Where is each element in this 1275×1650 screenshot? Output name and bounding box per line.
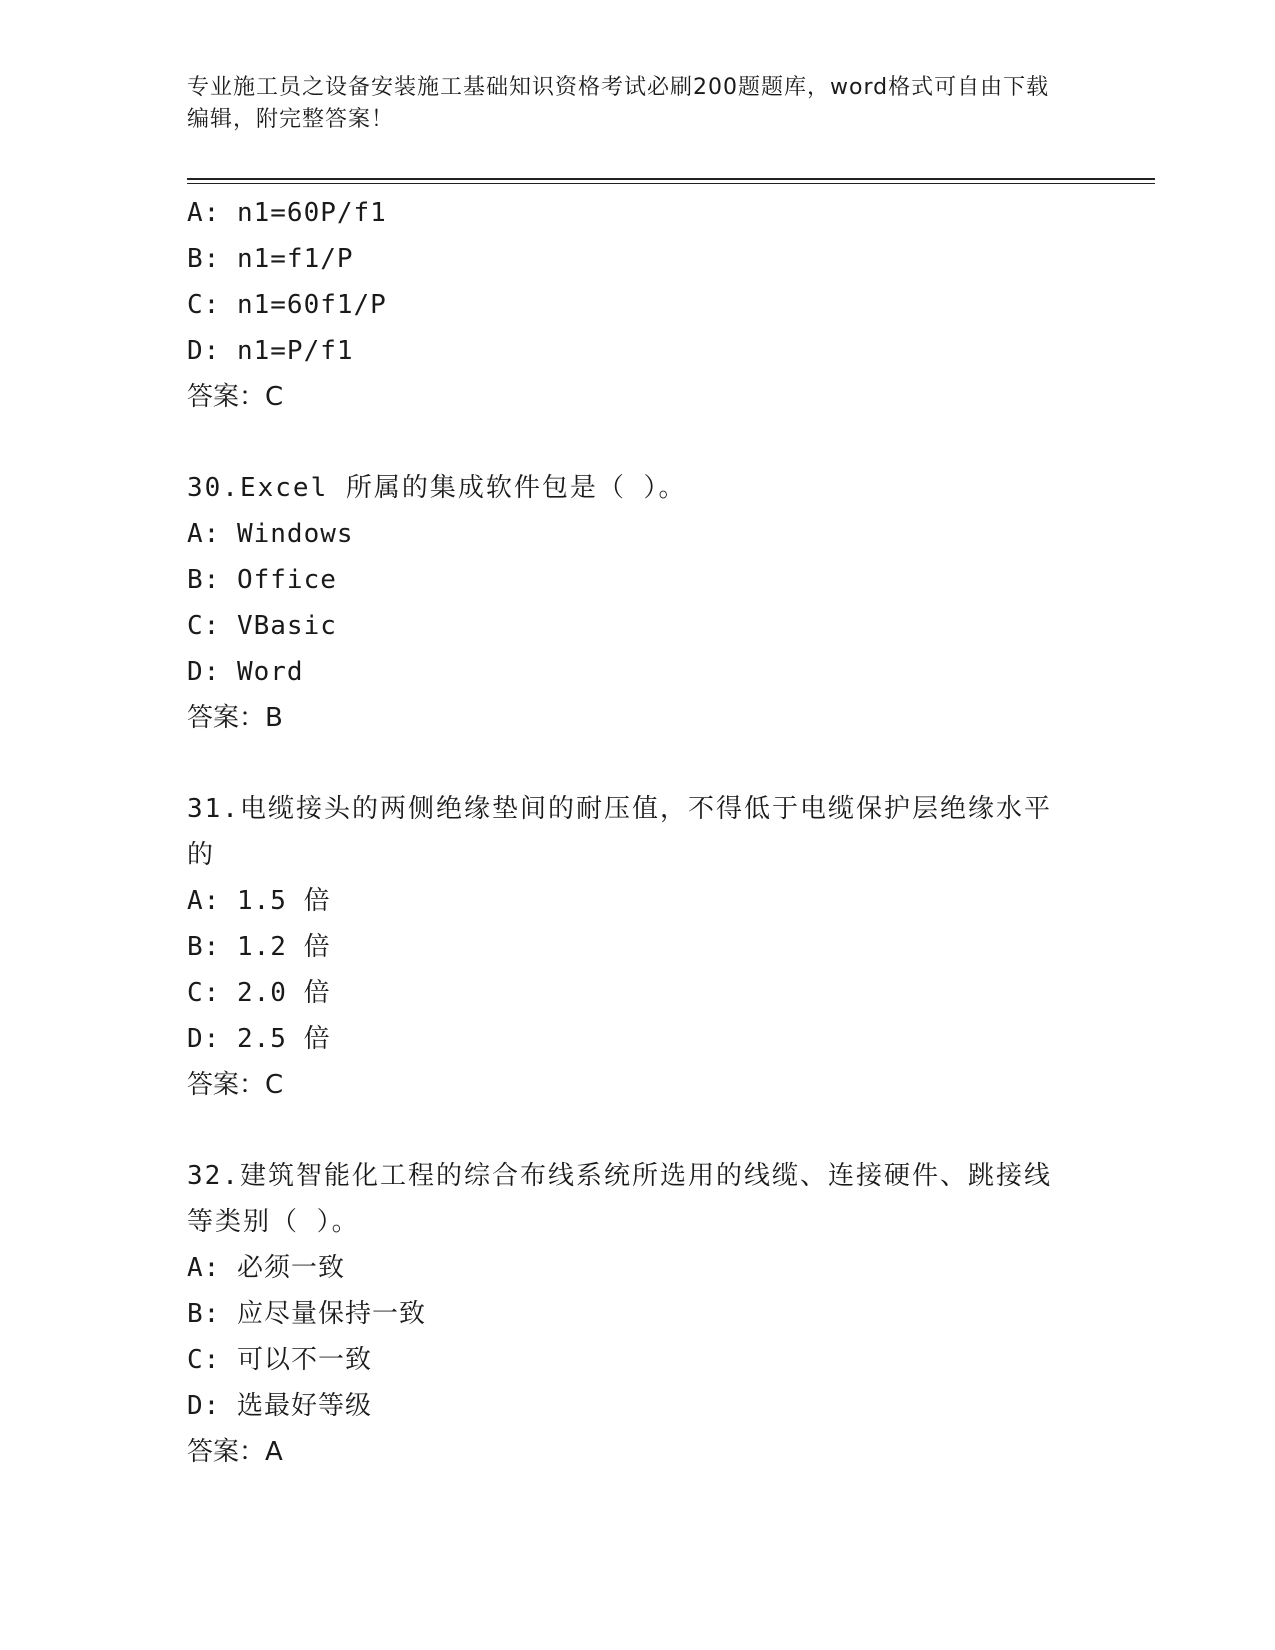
option-b: B: Office xyxy=(187,565,337,595)
option-d: D: 2.5 倍 xyxy=(187,1024,331,1054)
answer: 答案：B xyxy=(187,703,283,733)
option-b: B: 应尽量保持一致 xyxy=(187,1299,426,1329)
question-text: 32.建筑智能化工程的综合布线系统所选用的线缆、连接硬件、跳接线等类别（ ）。 xyxy=(187,1161,1052,1237)
question-block-32 xyxy=(187,1153,1087,1475)
header-rule-thin xyxy=(187,183,1155,184)
option-a: A: 必须一致 xyxy=(187,1253,345,1283)
option-c: C: n1=60f1/P xyxy=(187,290,387,320)
option-a: A: 1.5 倍 xyxy=(187,886,331,916)
option-a: A: n1=60P/f1 xyxy=(187,198,387,228)
option-d: D: n1=P/f1 xyxy=(187,336,354,366)
question-text: 31.电缆接头的两侧绝缘垫间的耐压值，不得低于电缆保护层绝缘水平的 xyxy=(187,794,1052,870)
option-d: D: 选最好等级 xyxy=(187,1391,372,1421)
option-c: C: 可以不一致 xyxy=(187,1345,372,1375)
option-c: C: 2.0 倍 xyxy=(187,978,331,1008)
option-a: A: Windows xyxy=(187,519,354,549)
answer: 答案：C xyxy=(187,1070,284,1100)
question-block-31 xyxy=(187,786,1087,1108)
option-b: B: n1=f1/P xyxy=(187,244,354,274)
answer: 答案：C xyxy=(187,382,284,412)
answer: 答案：A xyxy=(187,1437,283,1467)
question-block-30 xyxy=(187,465,1087,741)
document-header: 专业施工员之设备安装施工基础知识资格考试必刷200题题库，word格式可自由下载编辑，附完整答案！ xyxy=(187,75,1050,132)
header-rule-thick xyxy=(187,178,1155,180)
question-list xyxy=(187,190,1087,1475)
question-block-29 xyxy=(187,190,1087,420)
question-text: 30.Excel 所属的集成软件包是（ ）。 xyxy=(187,473,687,503)
option-c: C: VBasic xyxy=(187,611,337,641)
option-d: D: Word xyxy=(187,657,304,687)
option-b: B: 1.2 倍 xyxy=(187,932,331,962)
